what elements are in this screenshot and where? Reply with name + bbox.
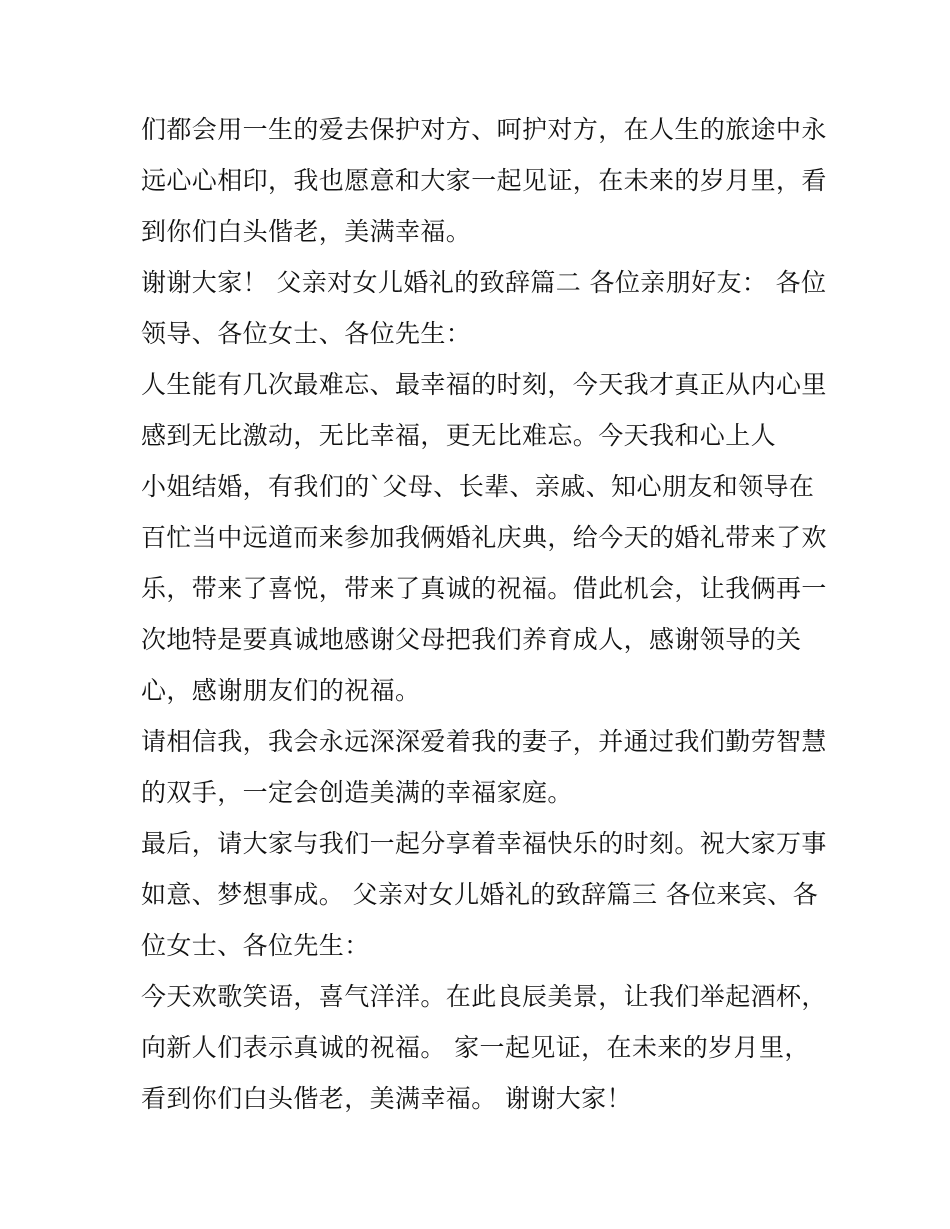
text-line: 最后，请大家与我们一起分享着幸福快乐的时刻。祝大家万事: [141, 829, 827, 858]
text-line: 位女士、各位先生：: [141, 931, 370, 960]
text-line: 们都会用一生的爱去保护对方、呵护对方，在人生的旅途中永: [141, 115, 827, 144]
text-line: 百忙当中远道而来参加我俩婚礼庆典，给今天的婚礼带来了欢: [141, 523, 827, 552]
text-line: 今天欢歌笑语，喜气洋洋。在此良辰美景，让我们举起酒杯，: [141, 982, 827, 1011]
text-line: 谢谢大家！ 父亲对女儿婚礼的致辞篇二 各位亲朋好友： 各位: [141, 268, 827, 297]
text-line: 的双手，一定会创造美满的幸福家庭。: [141, 778, 573, 807]
text-line: 看到你们白头偕老，美满幸福。 谢谢大家！: [141, 1084, 632, 1113]
text-line: 感到无比激动，无比幸福，更无比难忘。今天我和心上人: [141, 421, 777, 450]
text-line: 向新人们表示真诚的祝福。 家一起见证，在未来的岁月里，: [141, 1033, 810, 1062]
text-line: 乐，带来了喜悦，带来了真诚的祝福。借此机会，让我俩再一: [141, 574, 827, 603]
text-line: 请相信我，我会永远深深爱着我的妻子，并通过我们勤劳智慧: [141, 727, 827, 756]
text-line: 次地特是要真诚地感谢父母把我们养育成人，感谢领导的关: [141, 625, 802, 654]
text-line: 心，感谢朋友们的祝福。: [141, 676, 421, 705]
document-body: [141, 104, 831, 1124]
text-line: 人生能有几次最难忘、最幸福的时刻，今天我才真正从内心里: [141, 370, 827, 399]
text-line: 如意、梦想事成。 父亲对女儿婚礼的致辞篇三 各位来宾、各: [141, 880, 819, 909]
text-line: 远心心相印，我也愿意和大家一起见证，在未来的岁月里，看: [141, 166, 827, 195]
text-line: 小姐结婚，有我们的`父母、长辈、亲戚、知心朋友和领导在: [141, 472, 815, 501]
text-line: 领导、各位女士、各位先生：: [141, 319, 472, 348]
text-line: 到你们白头偕老，美满幸福。: [141, 217, 472, 246]
